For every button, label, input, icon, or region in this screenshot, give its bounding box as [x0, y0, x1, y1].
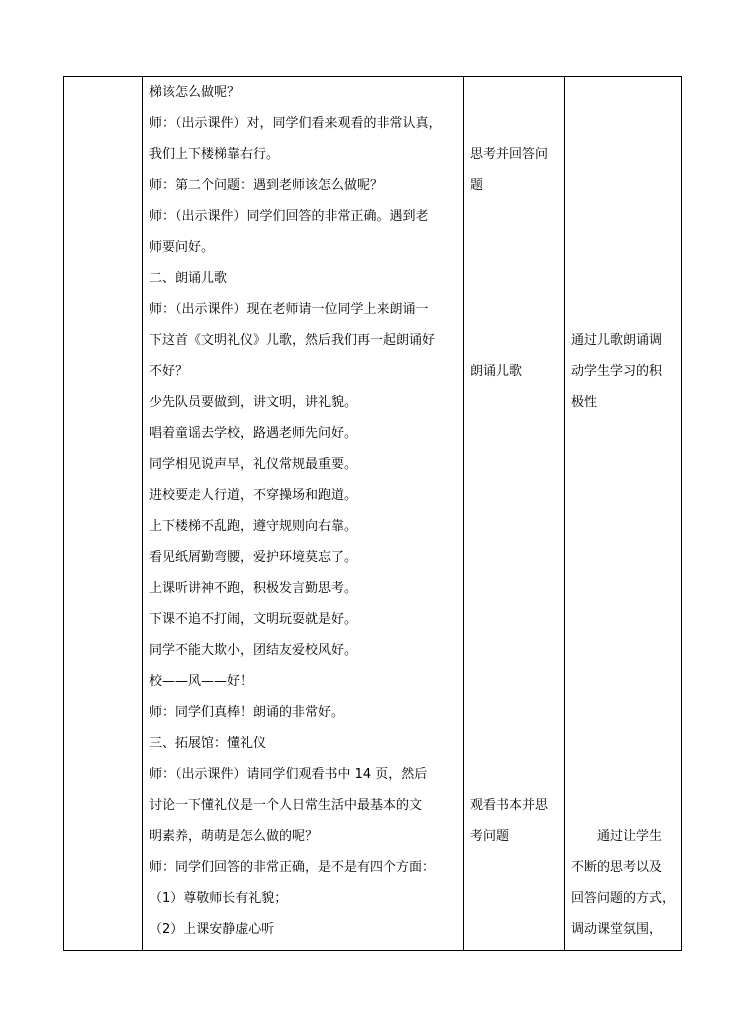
section-column — [64, 77, 142, 950]
lesson-line: 梯该怎么做呢？ — [149, 85, 241, 100]
student-activity-line: 朗诵儿歌 — [470, 364, 523, 379]
lesson-line: 师要问好。 — [149, 240, 215, 255]
design-intent-line: 极性 — [571, 395, 598, 410]
design-intent-line: 通过儿歌朗诵调 — [571, 333, 663, 348]
lesson-line: 不好？ — [149, 364, 189, 379]
design-intent-line: 回答问题的方式， — [571, 891, 676, 906]
design-intent-line: 通过让学生 — [597, 829, 663, 844]
lesson-line: （1）尊敬师长有礼貌； — [149, 891, 288, 906]
poem-line: 上课听讲神不跑，积极发言勤思考。 — [149, 581, 358, 596]
student-activity-line: 思考并回答问 — [470, 147, 549, 162]
lesson-line: 师：（出示课件）同学们回答的非常正确。遇到老 — [149, 209, 429, 224]
student-activity-line: 题 — [470, 178, 484, 193]
poem-line: 少先队员要做到，讲文明，讲礼貌。 — [149, 395, 358, 410]
lesson-line: 师：（出示课件）对，同学们看来观看的非常认真， — [149, 116, 442, 131]
lesson-line: 讨论一下懂礼仪是一个人日常生活中最基本的文 — [149, 798, 423, 813]
student-activity-line: 观看书本并思 — [470, 798, 549, 813]
lesson-line: 师：（出示课件）现在老师请一位同学上来朗诵一 — [149, 302, 429, 317]
design-intent-line: 不断的思考以及 — [571, 860, 663, 875]
section-heading: 二、朗诵儿歌 — [149, 271, 228, 286]
lesson-line: 师：第二个问题：遇到老师该怎么做呢？ — [149, 178, 384, 193]
lesson-line: 师：同学们真棒！朗诵的非常好。 — [149, 705, 345, 720]
poem-line: 进校要走人行道，不穿操场和跑道。 — [149, 488, 358, 503]
poem-line: 同学相见说声早，礼仪常规最重要。 — [149, 457, 358, 472]
poem-line: 唱着童谣去学校，路遇老师先问好。 — [149, 426, 358, 441]
lesson-line: 我们上下楼梯靠右行。 — [149, 147, 280, 162]
lesson-line: 明素养，萌萌是怎么做的呢？ — [149, 829, 319, 844]
lesson-line: 师：（出示课件）请同学们观看书中 14 页，然后 — [149, 767, 428, 782]
design-intent-line: 调动课堂氛围， — [571, 922, 663, 937]
design-intent-column — [565, 77, 681, 950]
student-activity-line: 考问题 — [470, 829, 510, 844]
lesson-line: 师：同学们回答的非常正确，是不是有四个方面： — [149, 860, 436, 875]
design-intent-line: 动学生学习的积 — [571, 364, 663, 379]
lesson-line: （2）上课安静虚心听 — [149, 922, 275, 937]
lesson-plan-table — [63, 76, 682, 951]
section-heading: 三、拓展馆：懂礼仪 — [149, 736, 267, 751]
poem-line: 上下楼梯不乱跑，遵守规则向右靠。 — [149, 519, 358, 534]
poem-line: 下课不追不打闹，文明玩耍就是好。 — [149, 612, 358, 627]
poem-line: 校——风——好！ — [149, 674, 254, 689]
student-activity-column — [464, 77, 564, 950]
poem-line: 看见纸屑勤弯腰，爱护环境莫忘了。 — [149, 550, 358, 565]
lesson-line: 下这首《文明礼仪》儿歌，然后我们再一起朗诵好 — [149, 333, 436, 348]
poem-line: 同学不能大欺小，团结友爱校风好。 — [149, 643, 358, 658]
teaching-process-column — [143, 77, 463, 950]
